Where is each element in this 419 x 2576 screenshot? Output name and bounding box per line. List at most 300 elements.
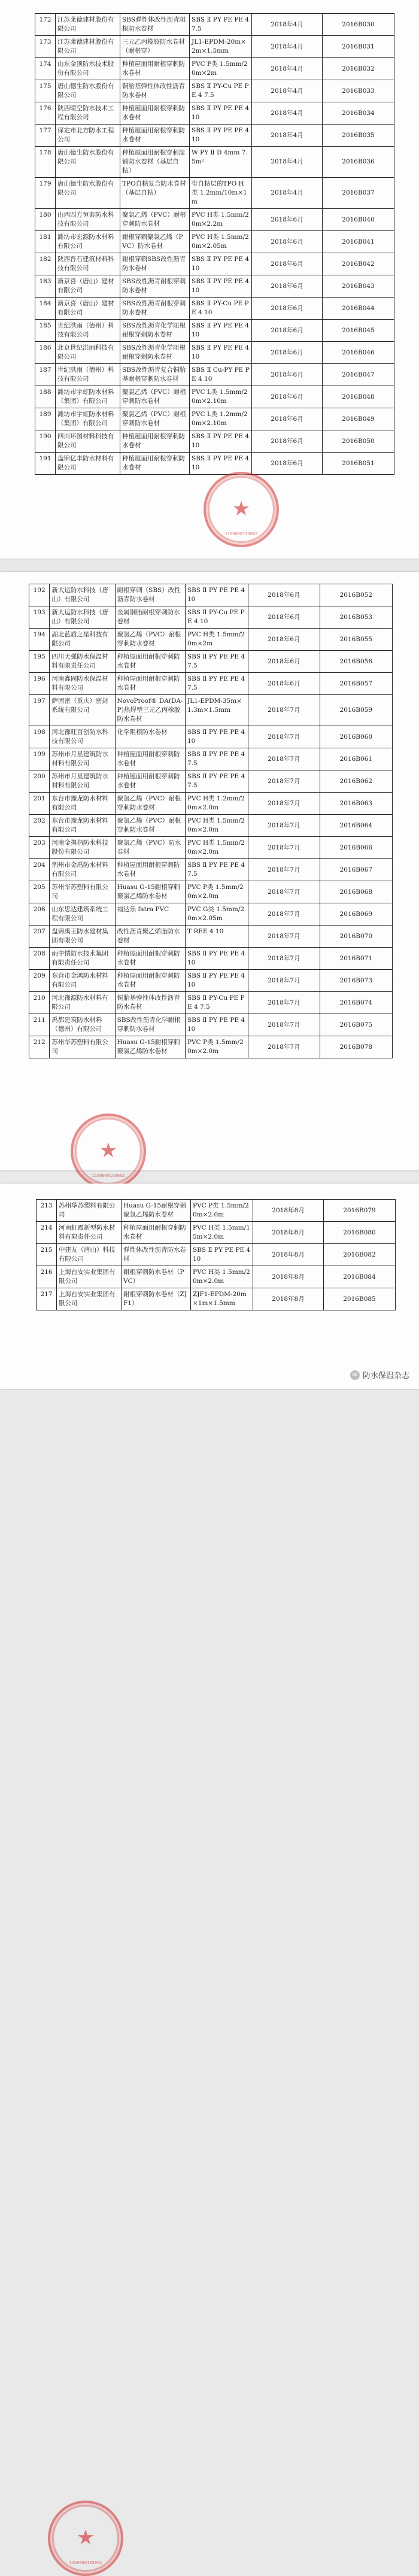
product-name: SBS改性沥青复合铜胎基耐根穿刺防水卷材: [120, 364, 190, 386]
product-spec: JL1-EPDM-20m×2m×1.5mm: [190, 36, 252, 58]
issue-date: 2018年6月: [252, 408, 323, 430]
product-spec: PVC H类 1.5mm/20m×2.0m: [185, 837, 248, 859]
watermark-text: 防水保温杂志: [362, 1372, 409, 1380]
company-name: 新大运防水科技（唐山）有限公司: [50, 584, 115, 606]
product-name: 聚氯乙烯（PVC）耐根穿刺防水卷材: [115, 629, 185, 651]
product-name: 改性沥青聚乙烯胎防水卷材: [115, 926, 185, 948]
document-page-1: [0, 0, 419, 559]
product-name: 化学阻根防水卷材: [115, 726, 185, 748]
company-name: 潍坊市宇虹防水材料（集团）有限公司: [56, 386, 120, 408]
product-name: SBS弹性体改性沥青阻根防水卷材: [120, 14, 190, 36]
product-name: SBS改性沥青耐根穿刺防水卷材: [120, 275, 190, 298]
table-row: [29, 903, 393, 926]
product-spec: SBS Ⅱ PY-Cu PE PE 4 7.5: [185, 992, 248, 1014]
certificate-number: 2016B084: [324, 1266, 396, 1288]
row-number: 217: [37, 1288, 57, 1310]
table-row: [35, 125, 394, 147]
table-row: [29, 926, 393, 948]
table-row: [35, 209, 394, 231]
certificate-table: [36, 1199, 396, 1310]
certificate-number: 2016B057: [320, 673, 392, 695]
product-name: SBS改性沥青耐根穿刺防水卷材: [120, 298, 190, 320]
certificate-number: 2016B055: [320, 629, 392, 651]
table-row: [35, 147, 394, 178]
table-row: [35, 102, 394, 125]
row-number: 206: [29, 903, 50, 926]
row-number: 196: [29, 673, 50, 695]
issue-date: 2018年7月: [248, 695, 320, 726]
issue-date: 2018年7月: [248, 970, 320, 992]
seal-star-icon: ★: [76, 2526, 95, 2550]
issue-date: 2018年6月: [252, 298, 323, 320]
company-name: 河北豫源防水材料有限公司: [50, 992, 115, 1014]
company-name: 四川天强防水保温材料有限责任公司: [50, 651, 115, 673]
company-name: 新京喜（唐山）建材有限公司: [56, 298, 120, 320]
table-row: [29, 1014, 393, 1036]
product-spec: PVC H类 1.5mm/20m×2.0m: [185, 815, 248, 837]
issue-date: 2018年6月: [248, 584, 320, 606]
product-spec: W PY Ⅱ D 4mm 7.5m²: [190, 147, 252, 178]
product-name: 福达乐 fatra PVC: [115, 903, 185, 926]
issue-date: 2018年7月: [248, 1036, 320, 1058]
table-row: [35, 298, 394, 320]
product-spec: SBS Ⅱ PY-Cu PE PE 4 7.5: [190, 80, 252, 102]
product-spec: SBS Ⅱ PY PE PE 4 10: [185, 948, 248, 970]
issue-date: 2018年4月: [252, 14, 323, 36]
product-spec: PVC L类 1.5mm/20m×2.10m: [190, 386, 252, 408]
issue-date: 2018年6月: [248, 651, 320, 673]
company-name: 萨固密（重庆）密封系统有限公司: [50, 695, 115, 726]
table-row: [37, 1244, 396, 1266]
certificate-number: 2016B044: [323, 298, 394, 320]
table-row: [29, 726, 393, 748]
issue-date: 2018年7月: [248, 1014, 320, 1036]
issue-date: 2018年7月: [248, 815, 320, 837]
company-name: 上海台安实业集团有限公司: [57, 1266, 122, 1288]
product-name: 弹性体改性沥青防水卷材: [122, 1244, 191, 1266]
company-name: 中建友（唐山）科技有限公司: [57, 1244, 122, 1266]
table-row: [35, 178, 394, 209]
certificate-number: 2016B047: [323, 364, 394, 386]
table-row: [29, 970, 393, 992]
issue-date: 2018年6月: [252, 364, 323, 386]
company-name: 潍坊市宇虹防水材料（集团）有限公司: [56, 408, 120, 430]
product-spec: SBS Ⅱ PY PE PE 4 10: [185, 970, 248, 992]
company-name: 唐山德生防水股份有限公司: [56, 147, 120, 178]
product-spec: SBS Ⅱ PY PE PE 4 10: [190, 253, 252, 275]
product-name: 种植屋面用耐根穿刺防水卷材: [115, 673, 185, 695]
certificate-number: 2016B080: [324, 1222, 396, 1244]
product-name: 耐根穿刺SBS改性沥青防水卷材: [120, 253, 190, 275]
certificate-number: 2016B051: [323, 453, 394, 475]
product-name: 种植屋面用耐根穿刺湿铺防水卷材（基层自粘）: [120, 147, 190, 178]
issue-date: 2018年7月: [248, 903, 320, 926]
table-row: [37, 1200, 396, 1222]
table-row: [29, 748, 393, 770]
product-spec: SBS Ⅱ PY PE PE 4 10: [190, 453, 252, 475]
product-name: 种植屋面用耐根穿刺防水卷材: [120, 102, 190, 125]
company-name: 北京世纪洪雨科技有限公司: [56, 342, 120, 364]
company-name: 苏州华苏塑料有限公司: [50, 1036, 115, 1058]
row-number: 193: [29, 606, 50, 629]
row-number: 183: [35, 275, 56, 298]
issue-date: 2018年7月: [248, 793, 320, 815]
company-name: 江苏莱德建材股份有限公司: [56, 14, 120, 36]
table-row: [29, 584, 393, 606]
table-row: [29, 837, 393, 859]
table-row: [29, 770, 393, 793]
issue-date: 2018年6月: [252, 275, 323, 298]
row-number: 204: [29, 859, 50, 881]
certificate-number: 2016B062: [320, 770, 392, 793]
product-spec: SBS Ⅱ PY PE PE 4 10: [190, 125, 252, 147]
issue-date: 2018年7月: [248, 859, 320, 881]
issue-date: 2018年7月: [248, 948, 320, 970]
certificate-number: 2016B063: [320, 793, 392, 815]
row-number: 184: [35, 298, 56, 320]
product-spec: SBS Ⅱ PY PE PE 4 10: [185, 584, 248, 606]
product-name: 种植屋面用耐根穿刺防水卷材: [115, 970, 185, 992]
product-name: SBS改性沥青化学耐根穿刺防水卷材: [115, 1014, 185, 1036]
table-row: [35, 342, 394, 364]
row-number: 195: [29, 651, 50, 673]
product-spec: SBS Ⅱ PY PE PE 4 10: [185, 726, 248, 748]
certificate-number: 2016B031: [323, 36, 394, 58]
certificate-number: 2016B035: [323, 125, 394, 147]
issue-date: 2018年6月: [252, 253, 323, 275]
product-spec: PVC H类 1.5mm/20m×2.0m: [191, 1266, 253, 1288]
table-row: [35, 58, 394, 80]
certificate-number: 2016B046: [323, 342, 394, 364]
product-spec: SBS Ⅱ PY PE PE 4 7.5: [185, 673, 248, 695]
company-name: 江苏莱德建材股份有限公司: [56, 36, 120, 58]
certificate-table: [35, 13, 394, 475]
issue-date: 2018年4月: [252, 58, 323, 80]
seal-star-icon: ★: [99, 1139, 118, 1163]
row-number: 177: [35, 125, 56, 147]
row-number: 181: [35, 231, 56, 253]
company-name: 上海台安实业集团有限公司: [57, 1288, 122, 1310]
product-spec: PVC P类 1.5mm/20m×2.0m: [185, 881, 248, 903]
table-row: [35, 231, 394, 253]
product-spec: SBS Ⅱ PY PE PE 4 10: [190, 430, 252, 453]
table-row: [29, 948, 393, 970]
certificate-number: 2016B079: [324, 1200, 396, 1222]
issue-date: 2018年4月: [252, 125, 323, 147]
row-number: 182: [35, 253, 56, 275]
official-seal: [48, 2501, 123, 2576]
product-spec: PVC H类 1.2mm/20m×2.0m: [185, 793, 248, 815]
issue-date: 2018年4月: [252, 36, 323, 58]
company-name: 河南鑫固防水保温材料有限公司: [50, 673, 115, 695]
company-name: 盘锦亿丰防水材料有限公司: [56, 453, 120, 475]
product-name: 铜胎基弹性体改性沥青防水卷材: [120, 80, 190, 102]
row-number: 185: [35, 320, 56, 342]
table-row: [29, 992, 393, 1014]
product-spec: PVC G类 1.5mm/20m×2.05m: [185, 903, 248, 926]
row-number: 215: [37, 1244, 57, 1266]
issue-date: 2018年8月: [253, 1200, 324, 1222]
issue-date: 2018年7月: [248, 881, 320, 903]
certificate-number: 2016B048: [323, 386, 394, 408]
certificate-number: 2016B043: [323, 275, 394, 298]
product-name: Huasu G-15耐根穿刺聚氯乙烯防水卷材: [115, 881, 185, 903]
certificate-number: 2016B064: [320, 815, 392, 837]
company-name: 东台市豫龙防水材料有限公司: [50, 815, 115, 837]
company-name: 苏州华苏塑料有限公司: [50, 881, 115, 903]
issue-date: 2018年6月: [252, 342, 323, 364]
row-number: 187: [35, 364, 56, 386]
certificate-number: 2016B075: [320, 1014, 392, 1036]
row-number: 209: [29, 970, 50, 992]
table-row: [29, 651, 393, 673]
watermark: [350, 1369, 409, 1380]
table-row: [35, 364, 394, 386]
row-number: 174: [35, 58, 56, 80]
seal-code: 1100000135062: [69, 2560, 102, 2565]
official-seal: [204, 472, 279, 547]
certificate-number: 2016B085: [324, 1288, 396, 1310]
product-name: 种植屋面用耐根穿刺防水卷材: [115, 748, 185, 770]
company-name: 世纪洪雨（德州）科技有限公司: [56, 320, 120, 342]
row-number: 188: [35, 386, 56, 408]
row-number: 213: [37, 1200, 57, 1222]
row-number: 203: [29, 837, 50, 859]
seal-star-icon: ★: [232, 497, 251, 521]
company-name: 山东思达建筑系统工程有限公司: [50, 903, 115, 926]
product-name: 种植屋面用耐根穿刺防水卷材: [115, 859, 185, 881]
certificate-table: [29, 584, 393, 1058]
row-number: 210: [29, 992, 50, 1014]
product-name: 聚氯乙烯（PVC）耐根穿刺防水卷材: [115, 793, 185, 815]
company-name: 新大运防水科技（唐山）有限公司: [50, 606, 115, 629]
certificate-number: 2016B052: [320, 584, 392, 606]
certificate-number: 2016B037: [323, 178, 394, 209]
product-name: Huasu G-15耐根穿刺聚氯乙烯防水卷材: [115, 1036, 185, 1058]
issue-date: 2018年7月: [248, 992, 320, 1014]
product-name: 聚氯乙烯（PVC）防水卷材: [115, 837, 185, 859]
certificate-number: 2016B030: [323, 14, 394, 36]
row-number: 180: [35, 209, 56, 231]
issue-date: 2018年8月: [253, 1222, 324, 1244]
company-name: 苏州华苏塑料有限公司: [57, 1200, 122, 1222]
company-name: 东台市豫龙防水材料有限公司: [50, 793, 115, 815]
product-spec: SBS Ⅱ PY-Cu PE PE 4 10: [190, 298, 252, 320]
product-spec: SBS Ⅱ PY PE PE 4 7.5: [190, 14, 252, 36]
row-number: 178: [35, 147, 56, 178]
product-name: 种植屋面用耐根穿刺防水卷材: [115, 651, 185, 673]
product-name: 耐根穿刺（SBS）改性沥青防水卷材: [115, 584, 185, 606]
wechat-icon: ✉: [350, 1370, 360, 1380]
company-name: 潍坊市宏源防水材料有限公司: [56, 231, 120, 253]
product-name: TPO自粘复合防水卷材（基层自粘）: [120, 178, 190, 209]
company-name: 唐山德生防水股份有限公司: [56, 80, 120, 102]
certificate-number: 2016B066: [320, 837, 392, 859]
certificate-number: 2016B032: [323, 58, 394, 80]
product-spec: JL1-EPDM-35m×1.3m×1.5mm: [185, 695, 248, 726]
issue-date: 2018年6月: [248, 606, 320, 629]
product-spec: SBS Ⅱ PY PE PE 4 10: [190, 275, 252, 298]
row-number: 179: [35, 178, 56, 209]
row-number: 186: [35, 342, 56, 364]
company-name: 四川环图材料科技有限公司: [56, 430, 120, 453]
product-spec: ZJF1-EPDM-20m×1m×1.5mm: [191, 1288, 253, 1310]
product-name: 种植屋面用耐根穿刺防水卷材: [120, 453, 190, 475]
issue-date: 2018年6月: [252, 430, 323, 453]
certificate-number: 2016B036: [323, 147, 394, 178]
product-name: 耐根穿刺防水卷材（ZJF1）: [122, 1288, 191, 1310]
table-row: [35, 453, 394, 475]
product-name: 耐根穿刺防水卷材（PVC）: [122, 1266, 191, 1288]
table-row: [29, 793, 393, 815]
row-number: 176: [35, 102, 56, 125]
certificate-number: 2016B059: [320, 695, 392, 726]
product-name: 种植屋面用耐根穿刺防水卷材: [122, 1222, 191, 1244]
certificate-number: 2016B061: [320, 748, 392, 770]
company-name: 山西四方恒泰防水科技有限公司: [56, 209, 120, 231]
table-row: [35, 80, 394, 102]
row-number: 200: [29, 770, 50, 793]
seal-code: 1100000135062: [224, 532, 258, 536]
row-number: 216: [37, 1266, 57, 1288]
certificate-number: 2016B053: [320, 606, 392, 629]
issue-date: 2018年4月: [252, 80, 323, 102]
company-name: 陕西晴空防水技术工程有限公司: [56, 102, 120, 125]
company-name: 唐山德生防水股份有限公司: [56, 178, 120, 209]
company-name: 苏州市月星建筑防水材料有限公司: [50, 748, 115, 770]
company-name: 新京喜（唐山）建材有限公司: [56, 275, 120, 298]
row-number: 191: [35, 453, 56, 475]
product-spec: PVC H类 1.5mm/20m×2.2m: [190, 209, 252, 231]
product-spec: SBS Ⅱ PY PE PE 4 10: [185, 1014, 248, 1036]
seal-code: 1100000135062: [92, 1173, 125, 1178]
row-number: 173: [35, 36, 56, 58]
product-spec: SBS Ⅱ PY-Cu PE PE 4 10: [185, 606, 248, 629]
table-row: [29, 606, 393, 629]
row-number: 175: [35, 80, 56, 102]
company-name: 山东金顶防水技术股份有限公司: [56, 58, 120, 80]
company-name: 河南金拇指防水科技股份有限公司: [50, 837, 115, 859]
table-row: [35, 14, 394, 36]
company-name: 盘锦禹王防水建材集团有限公司: [50, 926, 115, 948]
table-row: [35, 408, 394, 430]
table-row: [35, 36, 394, 58]
table-row: [29, 629, 393, 651]
issue-date: 2018年7月: [248, 726, 320, 748]
document-page-2: [0, 572, 419, 1178]
certificate-number: 2016B067: [320, 859, 392, 881]
issue-date: 2018年4月: [252, 178, 323, 209]
issue-date: 2018年6月: [252, 320, 323, 342]
document-page-3: [0, 1184, 419, 2565]
company-name: 河南虹霞新型防水材料有限责任公司: [57, 1222, 122, 1244]
product-name: 种植屋面用耐根穿刺防水卷材: [120, 430, 190, 453]
company-name: 禹都建筑防水材料（德州）有限公司: [50, 1014, 115, 1036]
product-name: 聚氯乙烯（PVC）耐根穿刺防水卷材: [120, 408, 190, 430]
table-row: [29, 881, 393, 903]
product-spec: SBS Ⅱ PY PE PE 4 10: [191, 1244, 253, 1266]
product-spec: PVC H类 1.5mm/20m×2m: [185, 629, 248, 651]
certificate-number: 2016B074: [320, 992, 392, 1014]
company-name: 东营市金鸿防水材料有限公司: [50, 970, 115, 992]
product-spec: PVC L类 1.2mm/20m×2.10m: [190, 408, 252, 430]
row-number: 201: [29, 793, 50, 815]
certificate-number: 2016B045: [323, 320, 394, 342]
company-name: 雨中情防水技术集团有限责任公司: [50, 948, 115, 970]
issue-date: 2018年6月: [248, 673, 320, 695]
product-spec: SBS Ⅱ PY PE PE 4 10: [190, 320, 252, 342]
issue-date: 2018年7月: [248, 748, 320, 770]
row-number: 212: [29, 1036, 50, 1058]
product-name: 种植屋面用耐根穿刺防水卷材: [120, 58, 190, 80]
product-name: SBS改性沥青化学阻根耐根穿刺防水卷材: [120, 320, 190, 342]
company-name: 荆州市金禹防水材料有限公司: [50, 859, 115, 881]
certificate-number: 2016B040: [323, 209, 394, 231]
official-seal: [71, 1113, 146, 1189]
table-row: [29, 859, 393, 881]
table-row: [29, 1036, 393, 1058]
product-name: 三元乙丙橡胶防水卷材（耐根穿）: [120, 36, 190, 58]
certificate-number: 2016B033: [323, 80, 394, 102]
issue-date: 2018年8月: [253, 1266, 324, 1288]
product-spec: PVC P类 1.5mm/20m×2.0m: [185, 1036, 248, 1058]
issue-date: 2018年7月: [248, 926, 320, 948]
table-row: [35, 430, 394, 453]
company-name: 陕西晋石建筑材料科技有限公司: [56, 253, 120, 275]
table-row: [35, 320, 394, 342]
certificate-number: 2016B069: [320, 903, 392, 926]
product-name: 种植屋面用耐根穿刺防水卷材: [115, 770, 185, 793]
issue-date: 2018年6月: [252, 231, 323, 253]
certificate-number: 2016B082: [324, 1244, 396, 1266]
issue-date: 2018年7月: [248, 770, 320, 793]
product-spec: PVC P类 1.5mm/20m×2.0m: [191, 1200, 253, 1222]
issue-date: 2018年6月: [252, 453, 323, 475]
product-spec: SBS Ⅱ PY PE PE 4 10: [190, 102, 252, 125]
row-number: 192: [29, 584, 50, 606]
certificate-number: 2016B073: [320, 970, 392, 992]
certificate-number: 2016B056: [320, 651, 392, 673]
certificate-number: 2016B034: [323, 102, 394, 125]
certificate-number: 2016B060: [320, 726, 392, 748]
product-spec: SBS Ⅱ PY PE PE 4 7.5: [185, 859, 248, 881]
table-row: [35, 275, 394, 298]
product-name: SBS改性沥青化学阻根耐根穿刺防水卷材: [120, 342, 190, 364]
product-name: 聚氯乙烯（PVC）耐根穿刺防水卷材: [120, 209, 190, 231]
product-spec: T REE 4 10: [185, 926, 248, 948]
issue-date: 2018年6月: [252, 209, 323, 231]
table-row: [29, 695, 393, 726]
product-name: 种植屋面用耐根穿刺防水卷材: [115, 948, 185, 970]
table-row: [35, 253, 394, 275]
certificate-number: 2016B068: [320, 881, 392, 903]
table-row: [37, 1222, 396, 1244]
table-row: [29, 815, 393, 837]
row-number: 190: [35, 430, 56, 453]
row-number: 208: [29, 948, 50, 970]
product-spec: 带自粘层的TPO H类 1.2mm/10m×1m: [190, 178, 252, 209]
table-row: [37, 1266, 396, 1288]
certificate-number: 2016B071: [320, 948, 392, 970]
row-number: 194: [29, 629, 50, 651]
certificate-number: 2016B078: [320, 1036, 392, 1058]
certificate-number: 2016B050: [323, 430, 394, 453]
issue-date: 2018年4月: [252, 147, 323, 178]
company-name: 保定市北方防水工程公司: [56, 125, 120, 147]
row-number: 214: [37, 1222, 57, 1244]
row-number: 202: [29, 815, 50, 837]
product-name: 金属铜胎耐根穿刺防水卷材: [115, 606, 185, 629]
